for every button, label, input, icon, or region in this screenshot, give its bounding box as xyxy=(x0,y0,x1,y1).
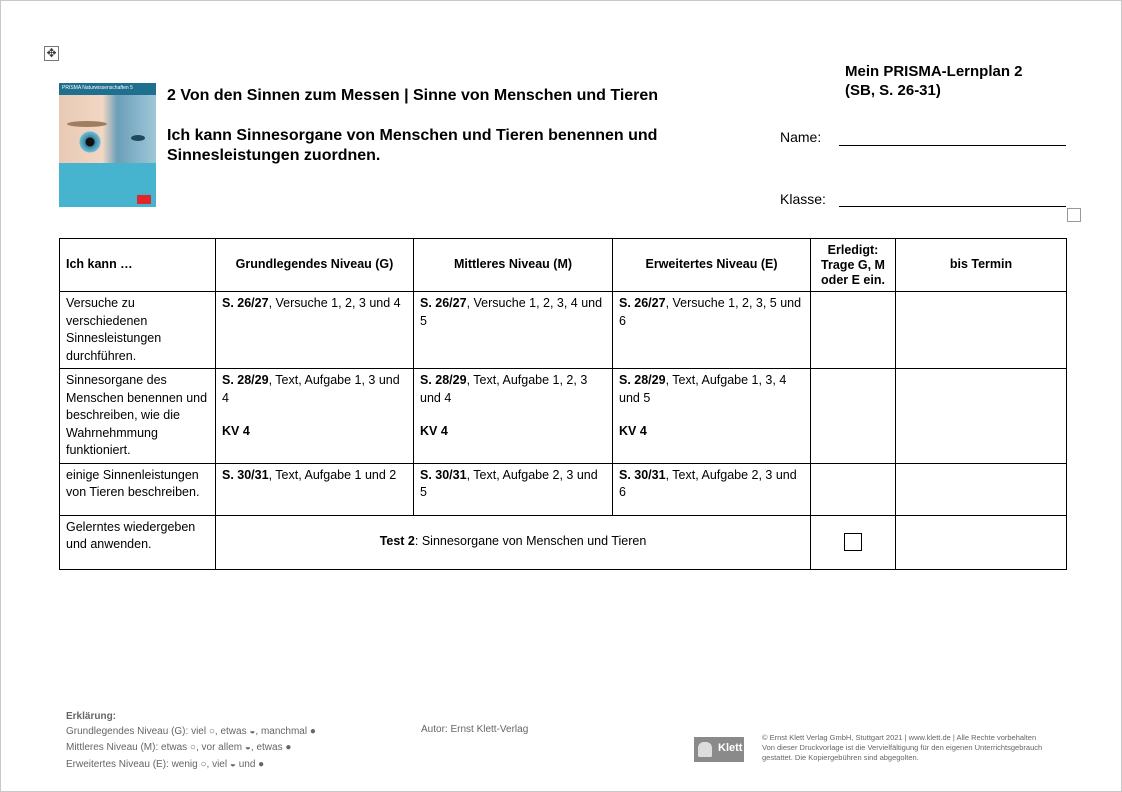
worksheet-ref: KV 4 xyxy=(222,424,250,438)
legend-line-middle: Mittleres Niveau (M): etwas ○, vor allem ◒, etwas ● xyxy=(66,742,292,753)
task-text: , Versuche 1, 2, 3, 5 und 6 xyxy=(619,296,802,328)
test-label: Test 2 xyxy=(379,534,415,549)
page-ref: S. 28/29 xyxy=(619,373,666,387)
cover-klett-logo-icon xyxy=(137,195,151,204)
middle-level-cell xyxy=(414,292,613,369)
cover-eyebrow xyxy=(67,121,107,127)
middle-level-cell xyxy=(414,463,613,515)
test-text: : Sinnesorgane von Menschen und Tieren xyxy=(414,534,647,549)
copyright-line: © Ernst Klett Verlag GmbH, Stuttgart 2021 | www.klett.de | Alle Rechte vorbehalten xyxy=(762,733,1037,742)
move-handle-icon[interactable]: ✥ xyxy=(44,46,59,61)
done-cell[interactable] xyxy=(811,369,896,464)
page-ref: S. 30/31 xyxy=(420,467,467,482)
cover-brand-text: PRISMA Naturwissenschaften 5 xyxy=(62,85,133,91)
author-text: Autor: Ernst Klett-Verlag xyxy=(421,724,529,735)
klett-logo xyxy=(694,737,744,762)
name-label: Name: xyxy=(780,129,822,145)
copyright-line: gestattet. Die Kopiergebühren sind abgegolten. xyxy=(762,753,919,762)
legend-line-basic: Grundlegendes Niveau (G): viel ○, etwas ◒, manchmal ● xyxy=(66,726,316,737)
page-ref: S. 28/29 xyxy=(420,373,467,387)
header-deadline: bis Termin xyxy=(896,239,1067,292)
header-skill: Ich kann … xyxy=(60,239,216,292)
task-text: , Text, Aufgabe 1, 2, 3 und 4 xyxy=(420,373,588,405)
test-row xyxy=(60,515,1067,569)
deadline-cell[interactable] xyxy=(896,369,1067,464)
cover-eye-photo xyxy=(59,95,156,163)
done-cell[interactable] xyxy=(811,463,896,515)
basic-level-cell xyxy=(216,463,414,515)
plan-title-line2: (SB, S. 26-31) xyxy=(845,82,941,99)
table-row xyxy=(60,292,1067,369)
test-cell xyxy=(216,515,811,569)
task-text: , Text, Aufgabe 1, 3 und 4 xyxy=(222,373,400,405)
name-field[interactable] xyxy=(839,145,1066,146)
middle-level-cell xyxy=(414,369,613,464)
worksheet-ref: KV 4 xyxy=(619,424,647,438)
legend-line-extended: Erweitertes Niveau (E): wenig ○, viel ◒ und ● xyxy=(66,759,265,770)
learning-goal: Ich kann Sinnesorgane von Menschen und Tieren benennen und Sinnesleistungen zuordnen. xyxy=(167,127,658,164)
task-text: , Text, Aufgabe 2, 3 und 5 xyxy=(420,467,598,499)
class-label: Klasse: xyxy=(780,191,826,207)
page-ref: S. 30/31 xyxy=(222,467,269,482)
cover-eye-icon xyxy=(79,131,101,153)
small-checkbox[interactable] xyxy=(1067,208,1081,222)
skill-cell: Sinnesorgane des Menschen benennen und beschreiben, wie die Wahrnehmmung funktioniert. xyxy=(60,369,216,464)
page-ref: S. 28/29 xyxy=(222,373,269,387)
task-text: , Versuche 1, 2, 3, 4 und 5 xyxy=(420,296,603,328)
skill-cell: einige Sinnenleistungen von Tieren beschreiben. xyxy=(60,463,216,515)
task-text: , Text, Aufgabe 2, 3 und 6 xyxy=(619,467,797,499)
header-done: Erledigt: Trage G, M oder E ein. xyxy=(811,239,896,292)
worksheet-ref: KV 4 xyxy=(420,424,448,438)
chapter-title: 2 Von den Sinnen zum Messen | Sinne von Menschen und Tieren xyxy=(167,87,659,104)
done-cell[interactable] xyxy=(811,292,896,369)
class-field[interactable] xyxy=(839,206,1066,207)
cover-dolphin-icon xyxy=(131,135,145,141)
table-header-row xyxy=(60,239,1067,292)
copyright-notice xyxy=(762,733,1072,763)
page-ref: S. 30/31 xyxy=(619,467,666,482)
learning-plan-table xyxy=(59,238,1067,570)
deadline-cell[interactable] xyxy=(896,463,1067,515)
page-ref: S. 26/27 xyxy=(420,296,467,310)
extended-level-cell xyxy=(613,463,811,515)
table-row xyxy=(60,463,1067,515)
deadline-cell[interactable] xyxy=(896,515,1067,569)
legend xyxy=(66,709,316,773)
basic-level-cell xyxy=(216,369,414,464)
extended-level-cell xyxy=(613,369,811,464)
skill-cell: Versuche zu verschiedenen Sinnesleistungen durchführen. xyxy=(60,292,216,369)
extended-level-cell xyxy=(613,292,811,369)
plan-title xyxy=(845,62,1075,100)
page-ref: S. 26/27 xyxy=(619,296,666,310)
table-row xyxy=(60,369,1067,464)
header-extended-level: Erweitertes Niveau (E) xyxy=(613,239,811,292)
klett-tree-icon xyxy=(698,742,712,757)
task-text: , Text, Aufgabe 1 und 2 xyxy=(268,467,397,482)
done-cell xyxy=(811,515,896,569)
test-done-checkbox[interactable] xyxy=(844,533,862,551)
task-text: , Versuche 1, 2, 3 und 4 xyxy=(268,296,401,310)
book-cover-image xyxy=(59,83,156,207)
skill-cell: Gelerntes wiedergeben und anwenden. xyxy=(60,515,216,569)
page-ref: S. 26/27 xyxy=(222,296,269,310)
header-middle-level: Mittleres Niveau (M) xyxy=(414,239,613,292)
copyright-line: Von dieser Druckvorlage ist die Vervielfältigung für den eigenen Unterrichtsgebrauch xyxy=(762,743,1043,752)
header-basic-level: Grundlegendes Niveau (G) xyxy=(216,239,414,292)
klett-logo-text: Klett xyxy=(718,742,743,754)
deadline-cell[interactable] xyxy=(896,292,1067,369)
plan-title-line1: Mein PRISMA-Lernplan 2 xyxy=(845,63,1023,80)
task-text: , Text, Aufgabe 1, 3, 4 und 5 xyxy=(619,373,787,405)
legend-heading: Erklärung: xyxy=(66,711,117,722)
basic-level-cell xyxy=(216,292,414,369)
